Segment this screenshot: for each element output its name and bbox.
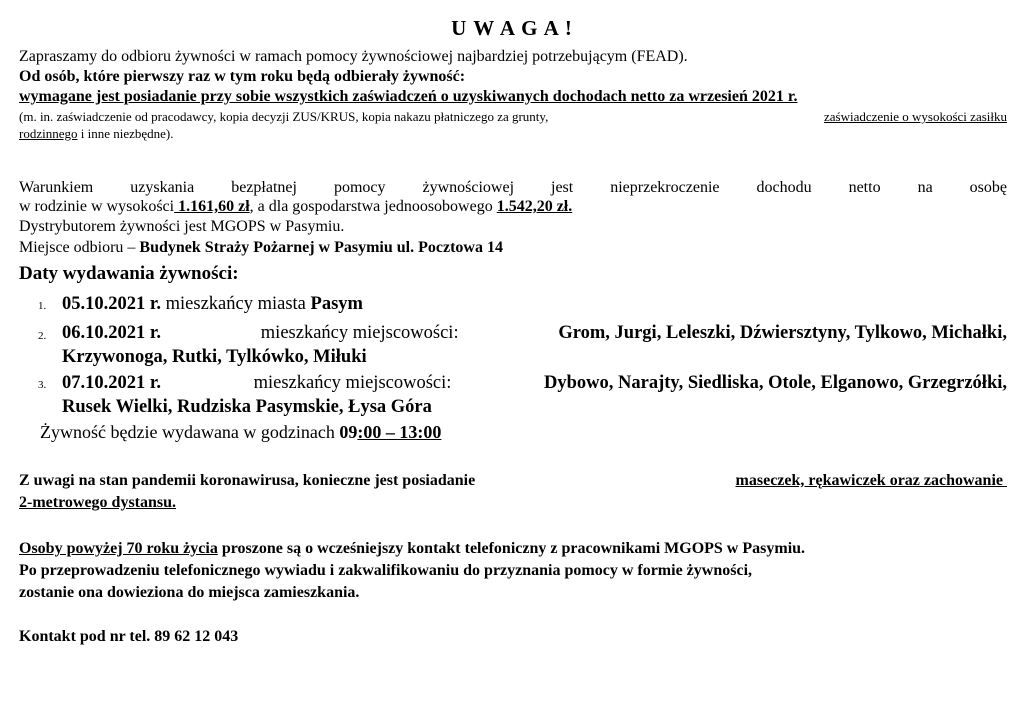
pandemic-line-1: Z uwagi na stan pandemii koronawirusa, konieczne jest posiadanie maseczek, rękawiczek oraz zachowanie <box>19 472 1007 489</box>
list-number: 3. <box>38 379 47 391</box>
notice-title: U W A G A ! <box>451 16 573 40</box>
list-item: 07.10.2021 r. mieszkańcy miejscowości: Dybowo, Narajty, Siedliska, Otole, Elganowo, Grzegrzółki, <box>62 373 1007 393</box>
income-requirement: wymagane jest posiadanie przy sobie wszystkich zaświadczeń o uzyskiwanych dochodach netto za wrzesień 2021 r. <box>19 88 798 105</box>
list-item: 05.10.2021 r. mieszkańcy miasta Pasym <box>62 294 363 314</box>
contact-phone: Kontakt pod nr tel. 89 62 12 043 <box>19 628 239 645</box>
examples-line-2: rodzinnego i inne niezbędne). <box>19 126 174 141</box>
list-item-continuation: Krzywonoga, Rutki, Tylkówko, Miłuki <box>62 347 367 367</box>
list-number: 1. <box>38 300 47 312</box>
list-number: 2. <box>38 330 47 342</box>
pandemic-line-2: 2-metrowego dystansu. <box>19 494 177 511</box>
examples-underlined: zaświadczenie o wysokości zasiłku <box>823 109 1007 124</box>
condition-line-2: w rodzinie w wysokości 1.161,60 zł, a dla gospodarstwa jednoosobowego 1.542,20 zł. <box>19 198 573 215</box>
list-item-continuation: Rusek Wielki, Rudziska Pasymskie, Łysa Góra <box>62 397 432 417</box>
distributor-text: Dystrybutorem żywności jest MGOPS w Pasymiu. <box>19 218 345 235</box>
first-time-heading: Od osób, które pierwszy raz w tym roku będą odbierały żywność: <box>19 68 466 85</box>
elderly-line-3: zostanie ona dowieziona do miejsca zamieszkania. <box>19 584 360 601</box>
pickup-place: Miejsce odbioru – Budynek Straży Pożarnej w Pasymiu ul. Pocztowa 14 <box>19 239 503 256</box>
limit-single: 1.542,20 zł. <box>496 198 573 215</box>
examples-line-1: (m. in. zaświadczenie od pracodawcy, kopia decyzji ZUS/KRUS, kopia nakazu płatniczego za grunty, zaświadczenie o wysokości zasiłku <box>19 109 1007 124</box>
elderly-line-1: Osoby powyżej 70 roku życia proszone są o wcześniejszy kontakt telefoniczny z pracownikami MGOPS w Pasymiu. <box>19 540 806 557</box>
limit-family: 1.161,60 zł <box>174 198 250 215</box>
list-item: 06.10.2021 r. mieszkańcy miejscowości: Grom, Jurgi, Leleszki, Dźwiersztyny, Tylkowo, Michałki, <box>62 323 1007 343</box>
elderly-line-2: Po przeprowadzeniu telefonicznego wywiadu i zakwalifikowaniu do przyznania pomocy w formie żywności, <box>19 562 753 579</box>
condition-line-1: Warunkiem uzyskania bezpłatnej pomocy żywnościowej jest nieprzekroczenie dochodu netto na osobę <box>19 179 1007 196</box>
intro-text: Zapraszamy do odbioru żywności w ramach pomocy żywnościowej najbardziej potrzebującym (FEAD). <box>19 48 688 65</box>
hours-text: Żywność będzie wydawana w godzinach 09:00 – 13:00 <box>40 422 442 442</box>
dates-heading: Daty wydawania żywności: <box>19 263 239 284</box>
